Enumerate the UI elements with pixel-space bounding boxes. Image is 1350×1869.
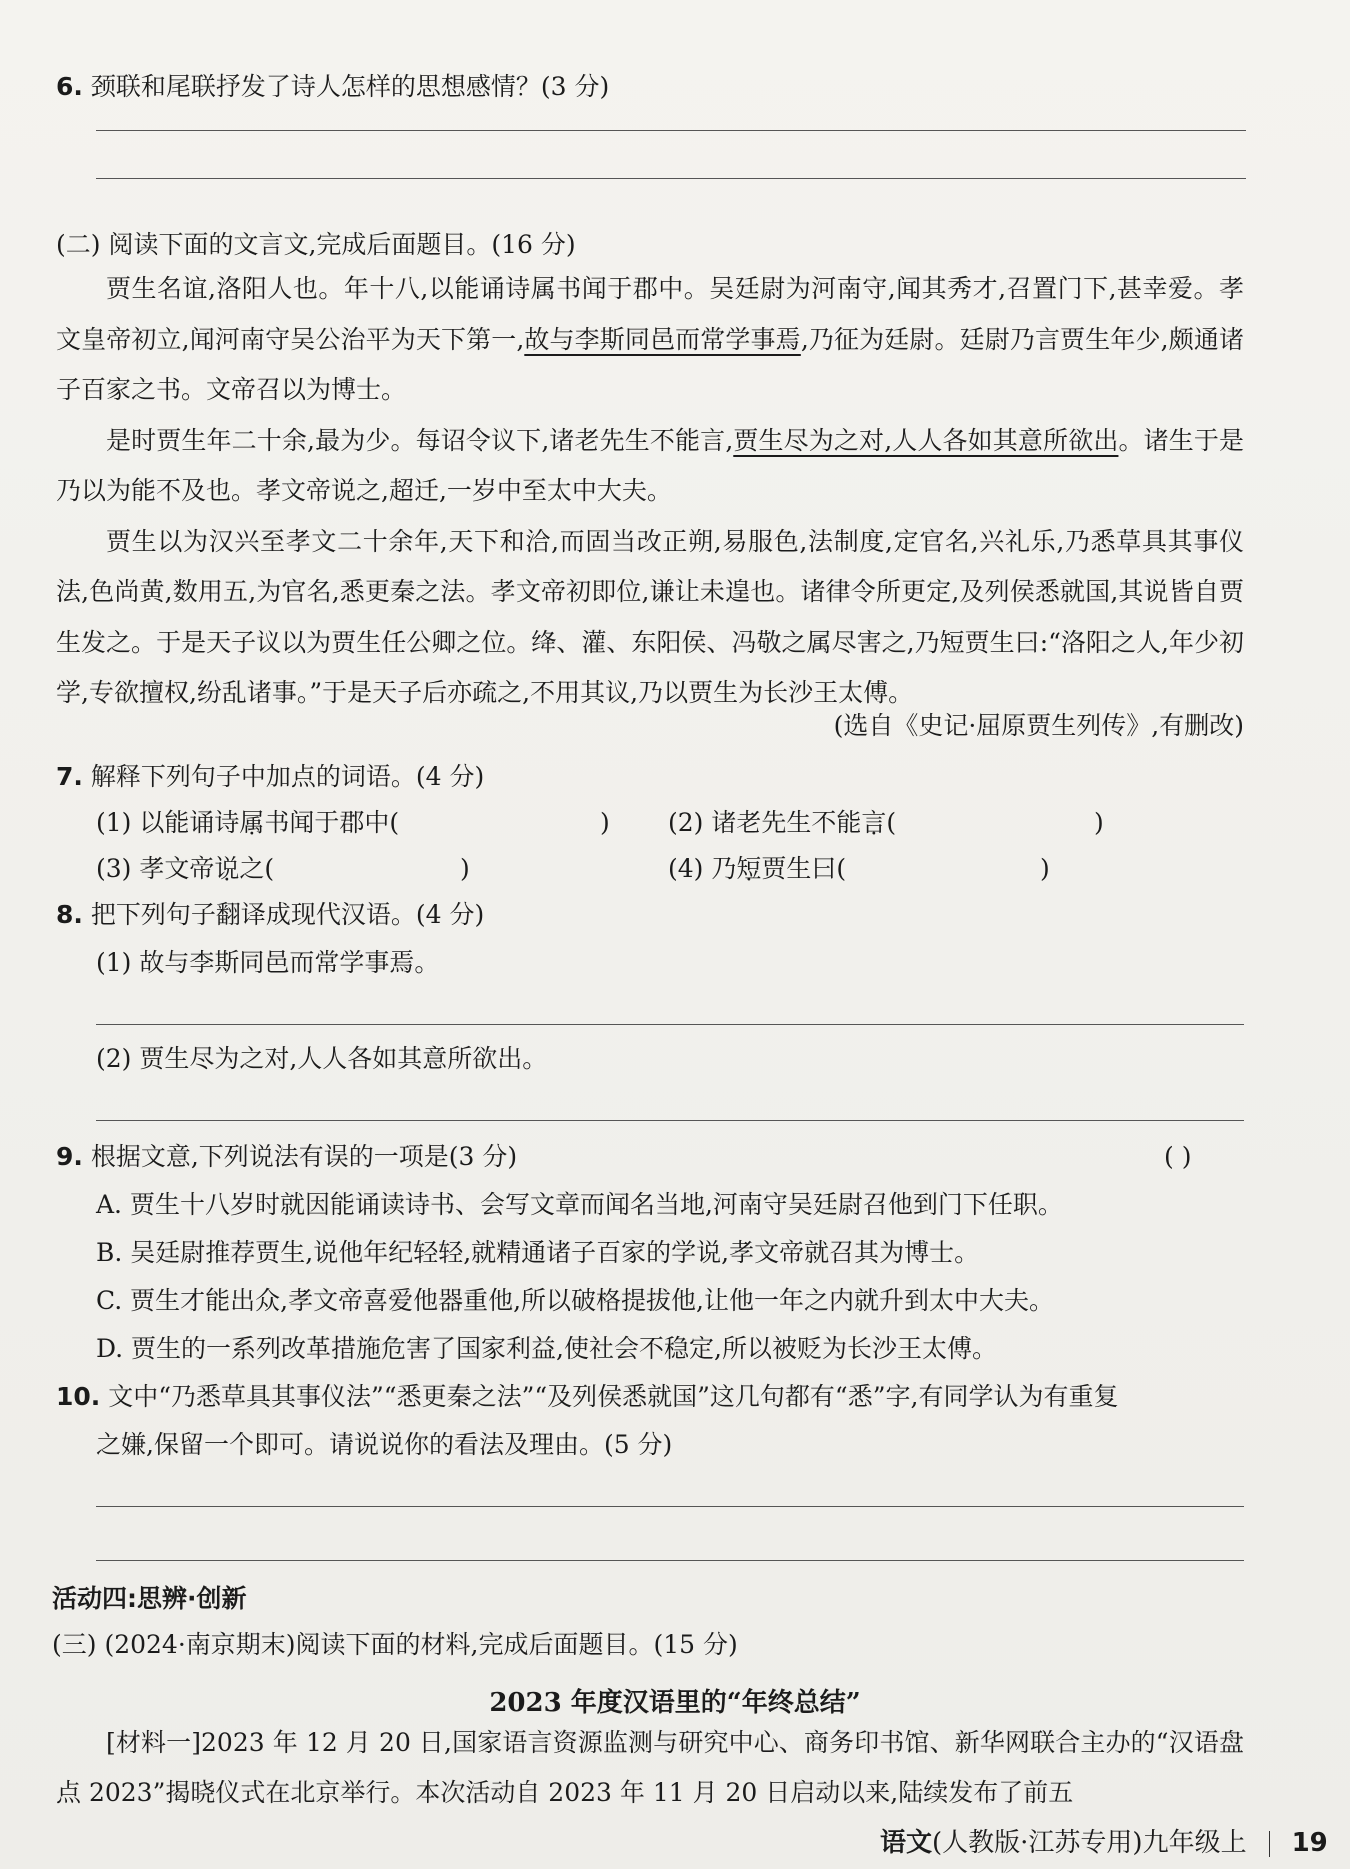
section-3-header: (三) (2024·南京期末)阅读下面的材料,完成后面题目。(15 分)	[52, 1630, 738, 1659]
question-text: 颈联和尾联抒发了诗人怎样的思想感情？(3 分)	[90, 72, 610, 101]
question-number: 6.	[56, 72, 83, 101]
question-7	[56, 760, 484, 794]
section-2-header: (二) 阅读下面的文言文,完成后面题目。(16 分)	[56, 230, 576, 259]
material-label: [材料一]	[106, 1728, 202, 1757]
q7-item-3: (3) 孝文帝说之(	[96, 854, 275, 883]
question-text: 文中“乃悉草具其事仪法”“悉更秦之法”“及列侯悉就国”这几句都有“悉”字,有同学认为有重复	[108, 1382, 1119, 1411]
answer-line[interactable]	[96, 1506, 1244, 1507]
question-10	[56, 1380, 1118, 1414]
question-text: 把下列句子翻译成现代汉语。(4 分)	[90, 900, 485, 929]
question-text: 根据文意,下列说法有误的一项是(3 分)	[90, 1142, 518, 1171]
page-footer	[880, 1822, 1328, 1859]
answer-bracket[interactable]: ( )	[1164, 1142, 1192, 1171]
page-number: 19	[1291, 1828, 1328, 1858]
article-title: 2023 年度汉语里的“年终总结”	[489, 1688, 861, 1718]
answer-line[interactable]	[96, 1120, 1244, 1121]
answer-line[interactable]	[96, 1024, 1244, 1025]
passage-paragraph-3: 贾生以为汉兴至孝文二十余年,天下和洽,而固当改正朔,易服色,法制度,定官名,兴礼乐,乃悉草具其事仪法,色尚黄,数用五,为官名,悉更秦之法。孝文帝初即位,谦让未遑也。诸律令所更定,及列侯悉就国,其说皆自贾生发之。于是天子议以为贾生任公卿之位。绛、灌、东阳侯、冯敬之属尽害之,乃短贾生曰:“洛阳之人,年少初学,专欲擅权,纷乱诸事。”于是天子后亦疏之,不用其议,乃以贾生为长沙王太傅。	[56, 526, 1244, 707]
classical-passage	[56, 264, 1244, 719]
q8-item-2: (2) 贾生尽为之对,人人各如其意所欲出。	[96, 1044, 548, 1073]
q8-item-1: (1) 故与李斯同邑而常学事焉。	[96, 948, 440, 977]
dotted-word: 说	[214, 854, 240, 883]
footer-separator	[1269, 1831, 1270, 1857]
passage-source: (选自《史记·屈原贾生列传》,有删改)	[833, 711, 1244, 740]
answer-line[interactable]	[96, 178, 1246, 179]
q7-item-4-close: )	[1040, 854, 1050, 883]
question-number: 10.	[56, 1382, 101, 1411]
passage-paragraph-2: 是时贾生年二十余,最为少。每诏令议下,诸老先生不能言,贾生尽为之对,人人各如其意所欲出。诸生于是乃以为能不及也。孝文帝说之,超迁,一岁中至太中大夫。	[56, 425, 1244, 505]
option-d[interactable]: D. 贾生的一系列改革措施危害了国家利益,使社会不稳定,所以被贬为长沙王太傅。	[96, 1334, 997, 1363]
activity-4-title: 活动四:思辨·创新	[52, 1584, 247, 1613]
q7-item-2: (2) 诸老先生不能言(	[668, 808, 897, 837]
q7-item-4: (4) 乃短贾生曰(	[668, 854, 847, 883]
dotted-word: 属	[239, 808, 265, 837]
q7-item-3-close: )	[460, 854, 470, 883]
q7-item-1-close: )	[600, 808, 610, 837]
underlined-sentence: 故与李斯同邑而常学事焉	[524, 324, 801, 354]
dotted-word: 短	[736, 854, 762, 883]
material-1: [材料一]2023 年 12 月 20 日,国家语言资源监测与研究中心、商务印书馆、新华网联合主办的“汉语盘点 2023”揭晓仪式在北京举行。本次活动自 2023 年 11 月 20 日启动以来,陆续发布了前五	[56, 1728, 1244, 1807]
passage-paragraph-1: 贾生名谊,洛阳人也。年十八,以能诵诗属书闻于郡中。吴廷尉为河南守,闻其秀才,召置门下,甚幸爱。孝文皇帝初立,闻河南守吴公治平为天下第一,故与李斯同邑而常学事焉,乃征为廷尉。廷尉乃言贾生年少,颇通诸子百家之书。文帝召以为博士。	[56, 274, 1244, 404]
question-text: 解释下列句子中加点的词语。(4 分)	[90, 762, 485, 791]
question-10-continued: 之嫌,保留一个即可。请说说你的看法及理由。(5 分)	[96, 1430, 673, 1459]
option-c[interactable]: C. 贾生才能出众,孝文帝喜爱他器重他,所以破格提拔他,让他一年之内就升到太中大夫。	[96, 1286, 1054, 1315]
question-8	[56, 898, 484, 932]
dotted-word: 言	[861, 808, 887, 837]
answer-line[interactable]	[96, 1560, 1244, 1561]
q7-item-2-close: )	[1094, 808, 1104, 837]
footer-grade: 九年级上	[1142, 1828, 1247, 1858]
footer-subject: 语文	[880, 1828, 933, 1858]
question-number: 7.	[56, 762, 83, 791]
q7-item-1: (1) 以能诵诗属书闻于郡中(	[96, 808, 400, 837]
underlined-sentence: 贾生尽为之对,人人各如其意所欲出	[733, 425, 1119, 455]
footer-edition: (人教版·江苏专用)	[932, 1828, 1143, 1858]
option-b[interactable]: B. 吴廷尉推荐贾生,说他年纪轻轻,就精通诸子百家的学说,孝文帝就召其为博士。	[96, 1238, 980, 1267]
answer-line[interactable]	[96, 130, 1246, 131]
question-6	[56, 70, 609, 104]
question-number: 8.	[56, 900, 83, 929]
question-number: 9.	[56, 1142, 83, 1171]
option-a[interactable]: A. 贾生十八岁时就因能诵读诗书、会写文章而闻名当地,河南守吴廷尉召他到门下任职。	[96, 1190, 1063, 1219]
question-9	[56, 1140, 517, 1174]
